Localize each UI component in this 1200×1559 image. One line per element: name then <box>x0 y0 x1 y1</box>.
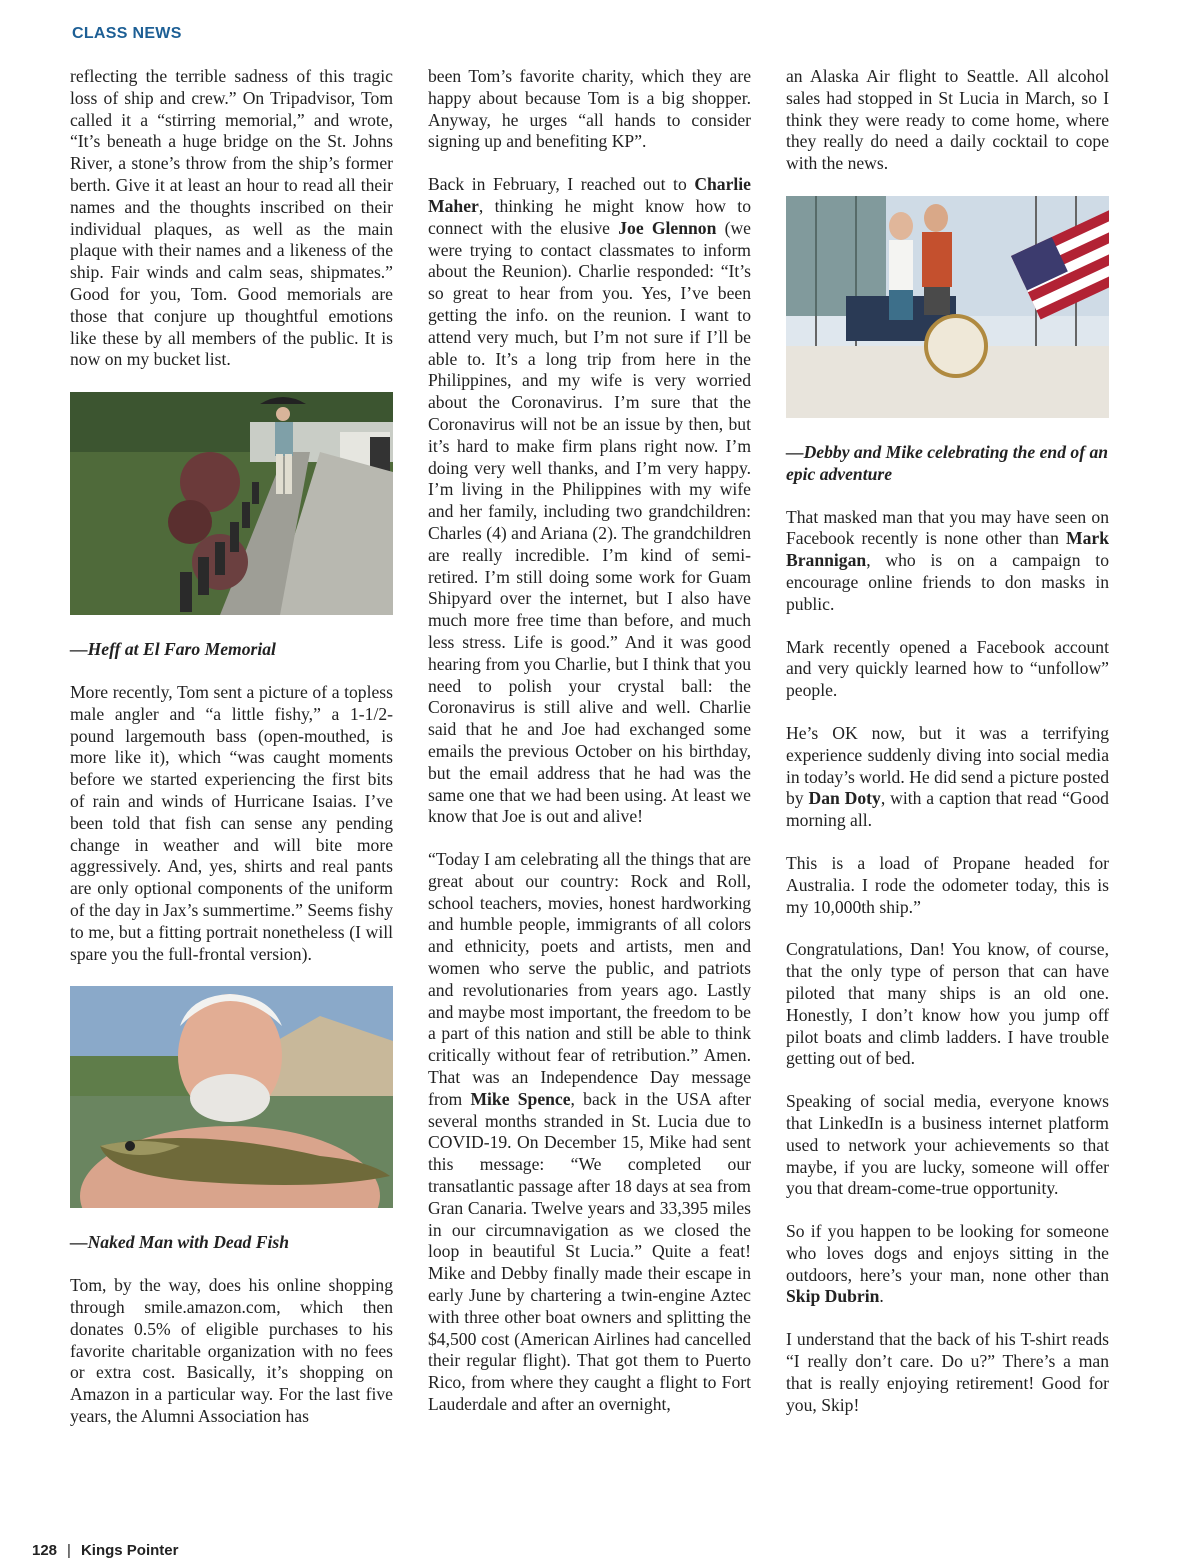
section-label: CLASS NEWS <box>72 25 182 42</box>
publication-name: Kings Pointer <box>80 1542 179 1559</box>
paragraph: Tom, by the way, does his online shopping through smile.amazon.com, which then donates 0.5% of eligible purchases to his favorite charitable organization with no fees or extra cost. Basically, it’s shopping on Amazon in a particular way. For the last five years, the Alumni Association has <box>70 1275 393 1426</box>
text-run: , back in the USA after several months stranded in St. Lucia due to COVID-19. On December 15, Mike had sent this message: “We completed our transatlantic passage after 18 days at sea from Gran Canaria. Twelve years and 33,395 miles in our circumnavigation as we closed the loop in beautiful St Lucia.” Quite a feat! Mike and Debby finally made their escape in early June by chartering a twin-engine Aztec with three other boat owners and splitting the $4,500 cost (American Airlines had cancelled their regular flight). That got them to Puerto Rico, from where they caught a flight to Fort Lauderdale and after an overnight, <box>428 1088 751 1415</box>
page-number: 128 <box>32 1542 58 1559</box>
paragraph: Speaking of social media, everyone knows that LinkedIn is a business internet platform used to network your achievements so that maybe, if you are lucky, someone will offer you that dream-come-true opportunity. <box>786 1091 1109 1199</box>
text-run: . <box>879 1286 884 1307</box>
person-name: Skip Dubrin <box>786 1286 880 1307</box>
text-run: He’s OK now, but it was a terrifying experience suddenly diving into social media in today’s world. He did send a picture posted by <box>786 722 1109 809</box>
paragraph: been Tom’s favorite charity, which they are happy about because Tom is a big shopper. Anyway, he urges “all hands to consider signing up and benefiting KP”. <box>428 66 751 152</box>
page-footer <box>32 1542 178 1559</box>
paragraph: More recently, Tom sent a picture of a topless male angler and “a little fishy,” a 1-1/2-pound largemouth bass (open-mouthed, is more like it), which “was caught moments before we started experiencing the first bits of rain and winds of Hurricane Isaias. I’ve been told that fish can sense any pending change in weather and will bite more aggressively. And, yes, shirts and real pants are only optional components of the uniform of the day in Jax’s summertime.” Seems fishy to me, but a fitting portrait nonetheless (I will spare you the full-frontal version). <box>70 681 393 964</box>
person-name: Charlie Maher <box>428 174 751 216</box>
paragraph: I understand that the back of his T-shirt reads “I really don’t care. Do u?” There’s a man that is really enjoying retirement! Good for you, Skip! <box>786 1329 1109 1415</box>
person-name: Mike Spence <box>470 1088 571 1109</box>
paragraph: Mark recently opened a Facebook account and very quickly learned how to “unfollow” people. <box>786 636 1109 701</box>
photo-memorial <box>70 392 393 615</box>
photo-caption: —Debby and Mike celebrating the end of an epic adventure <box>786 441 1109 484</box>
column-1 <box>70 66 393 1449</box>
footer-separator: | <box>67 1542 71 1559</box>
text-run: , with a caption that read “Good morning all. <box>786 788 1109 831</box>
person-name: Mark Brannigan <box>786 528 1109 571</box>
text-run: Back in February, I reached out to <box>428 174 695 195</box>
photo-caption: —Naked Man with Dead Fish <box>70 1232 289 1253</box>
photo-fish <box>70 986 393 1208</box>
paragraph <box>786 1221 1109 1308</box>
text-run: , thinking he might know how to connect with the elusive <box>428 195 751 238</box>
paragraph <box>786 507 1109 616</box>
text-run: , who is on a campaign to encourage online friends to don masks in public. <box>786 550 1109 614</box>
paragraph: Congratulations, Dan! You know, of course, that the only type of person that can have piloted that many ships is an old one. Honestly, I don’t know how you jump off pilot boats and climb ladders. I have trouble getting out of bed. <box>786 939 1109 1069</box>
paragraph <box>428 849 751 1416</box>
paragraph <box>786 723 1109 832</box>
photo-caption: —Heff at El Faro Memorial <box>70 639 276 660</box>
person-name: Joe Glennon <box>618 217 717 238</box>
photo-sailboat <box>786 196 1109 418</box>
text-run: “Today I am celebrating all the things that are great about our country: Rock and Roll, school teachers, movies, honest hardworking and humble people, immigrants of all colors and ethnicity, poets and artists, men and women who serve the public, and patriots and revolutionaries from years ago. Lastly and maybe most important, the freedom to be a part of this nation and still be able to think critically without fear of retribution.” Amen. That was an Independence Day message from <box>428 849 751 1109</box>
text-run: That masked man that you may have seen on Facebook recently is none other than <box>786 506 1109 549</box>
column-2 <box>428 66 751 1437</box>
paragraph: reflecting the terrible sadness of this tragic loss of ship and crew.” On Tripadvisor, Tom called it a “stirring memorial,” and wrote, “It’s beneath a huge bridge on the St. Johns River, a stone’s throw from the ship’s former berth. Give it at least an hour to read all their names and the thoughts inscribed on their individual plaques, as well as the main plaque with their names and a likeness of the ship. Fair winds and calm seas, shipmates.” Good for you, Tom. Good memorials are those that conjure up thoughtful emotions like these by all members of the public. It is now on my bucket list. <box>70 66 393 370</box>
person-name: Dan Doty <box>808 788 881 809</box>
paragraph: This is a load of Propane headed for Australia. I rode the odometer today, this is my 10,000th ship.” <box>786 852 1109 917</box>
paragraph: an Alaska Air flight to Seattle. All alcohol sales had stopped in St Lucia in March, so I think they were ready to come home, where they really do need a daily cocktail to cope with the news. <box>786 66 1109 174</box>
paragraph <box>428 174 751 828</box>
text-run: So if you happen to be looking for someone who loves dogs and enjoys sitting in the outdoors, here’s your man, none other than <box>786 1221 1109 1285</box>
text-run: (we were trying to contact classmates to inform about the Reunion). Charlie responded: “It’s so great to hear from you. Yes, I’ve been getting the info. on the reunion. I want to attend very much, but I’m not sure if I’ll be able to. It’s a long trip from here in the Philippines, and my wife is very worried about the Coronavirus. I’m sure that the Coronavirus will not be an issue by then, but it’s hard to make firm plans right now. I’m doing very well thanks, and I’m very happy. I’m living in the Philippines with my wife and her family, including two grandchildren: Charles (4) and Ariana (2). The grandchildren are really incredible. I’m kind of semi-retired. I’m still doing some work for Guam Shipyard over the internet, but I also have much more free time than before, and much less stress. Life is good.” And it was good hearing from you Charlie, but I think that you need to polish your crystal ball: the Coronavirus is still alive and well. Charlie said that he and Joe had exchanged some emails the previous October on his birthday, but the email address that he had was the same one that we had been using. At least we know that Joe is out and alive! <box>428 217 751 827</box>
column-3 <box>786 66 1109 1437</box>
